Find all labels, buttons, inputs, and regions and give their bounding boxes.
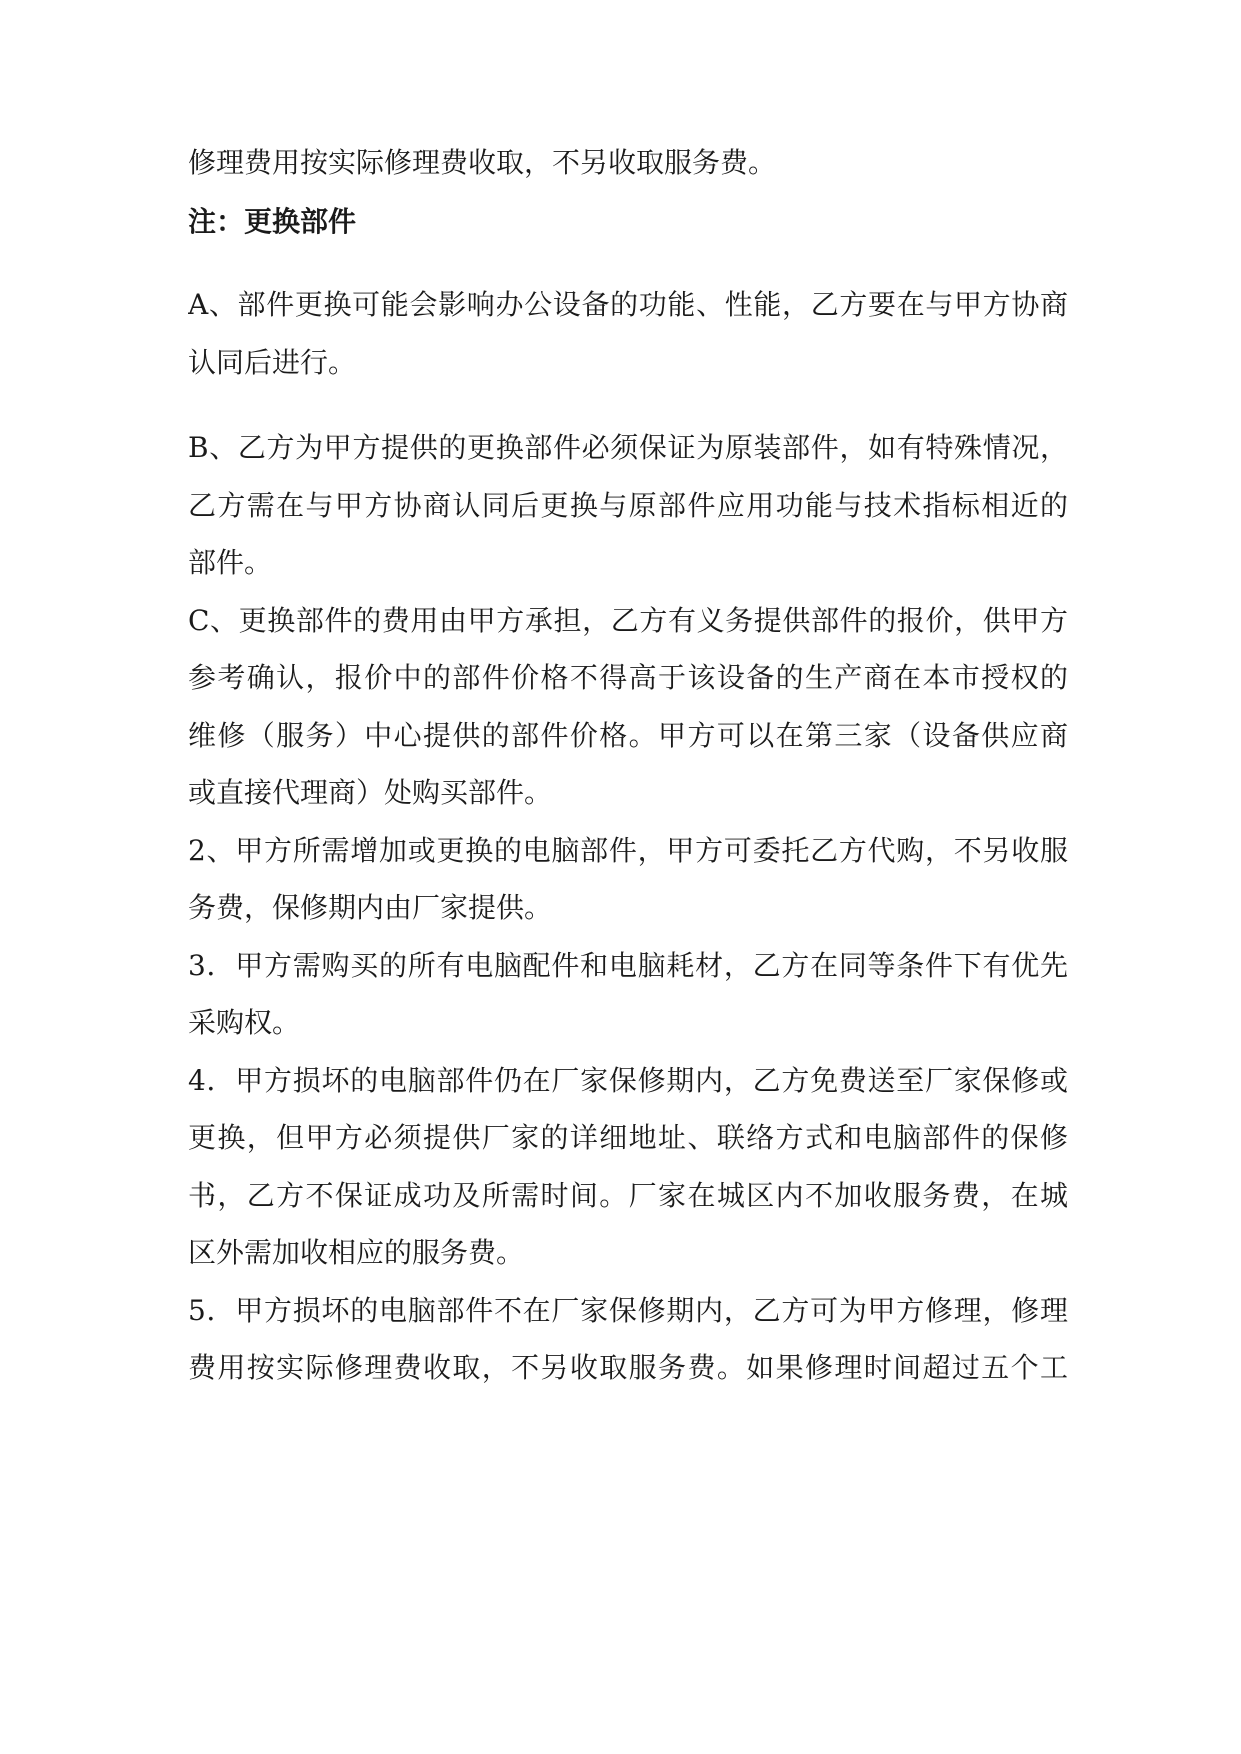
text-line: 部件。 (188, 546, 273, 579)
text-line: 3．甲方需购买的所有电脑配件和电脑耗材，乙方在同等条件下有优先 (188, 949, 1068, 982)
text-line: B、乙方为甲方提供的更换部件必须保证为原装部件，如有特殊情况， (188, 431, 1068, 464)
text-line: 乙方需在与甲方协商认同后更换与原部件应用功能与技术指标相近的 (188, 489, 1068, 522)
text-line: 4．甲方损坏的电脑部件仍在厂家保修期内，乙方免费送至厂家保修或 (188, 1064, 1068, 1097)
text-line: A、部件更换可能会影响办公设备的功能、性能，乙方要在与甲方协商 (188, 288, 1068, 321)
text-line: 参考确认，报价中的部件价格不得高于该设备的生产商在本市授权的 (188, 661, 1068, 694)
text-line: 务费，保修期内由厂家提供。 (188, 891, 553, 924)
text-line: 2、甲方所需增加或更换的电脑部件，甲方可委托乙方代购，不另收服 (188, 834, 1068, 867)
text-line: 书，乙方不保证成功及所需时间。厂家在城区内不加收服务费，在城 (188, 1179, 1068, 1212)
section-heading: 注：更换部件 (188, 205, 357, 238)
text-line: 5．甲方损坏的电脑部件不在厂家保修期内，乙方可为甲方修理，修理 (188, 1294, 1068, 1327)
text-line: 维修（服务）中心提供的部件价格。甲方可以在第三家（设备供应商 (188, 719, 1068, 752)
text-line: 认同后进行。 (188, 346, 357, 379)
text-line: 区外需加收相应的服务费。 (188, 1236, 525, 1269)
text-line: 更换，但甲方必须提供厂家的详细地址、联络方式和电脑部件的保修 (188, 1121, 1068, 1154)
text-line: 费用按实际修理费收取，不另收取服务费。如果修理时间超过五个工 (188, 1351, 1068, 1384)
text-line: 采购权。 (188, 1006, 301, 1039)
text-line: 修理费用按实际修理费收取，不另收取服务费。 (188, 146, 777, 179)
text-line: C、更换部件的费用由甲方承担，乙方有义务提供部件的报价，供甲方 (188, 604, 1068, 637)
text-line: 或直接代理商）处购买部件。 (188, 776, 553, 809)
